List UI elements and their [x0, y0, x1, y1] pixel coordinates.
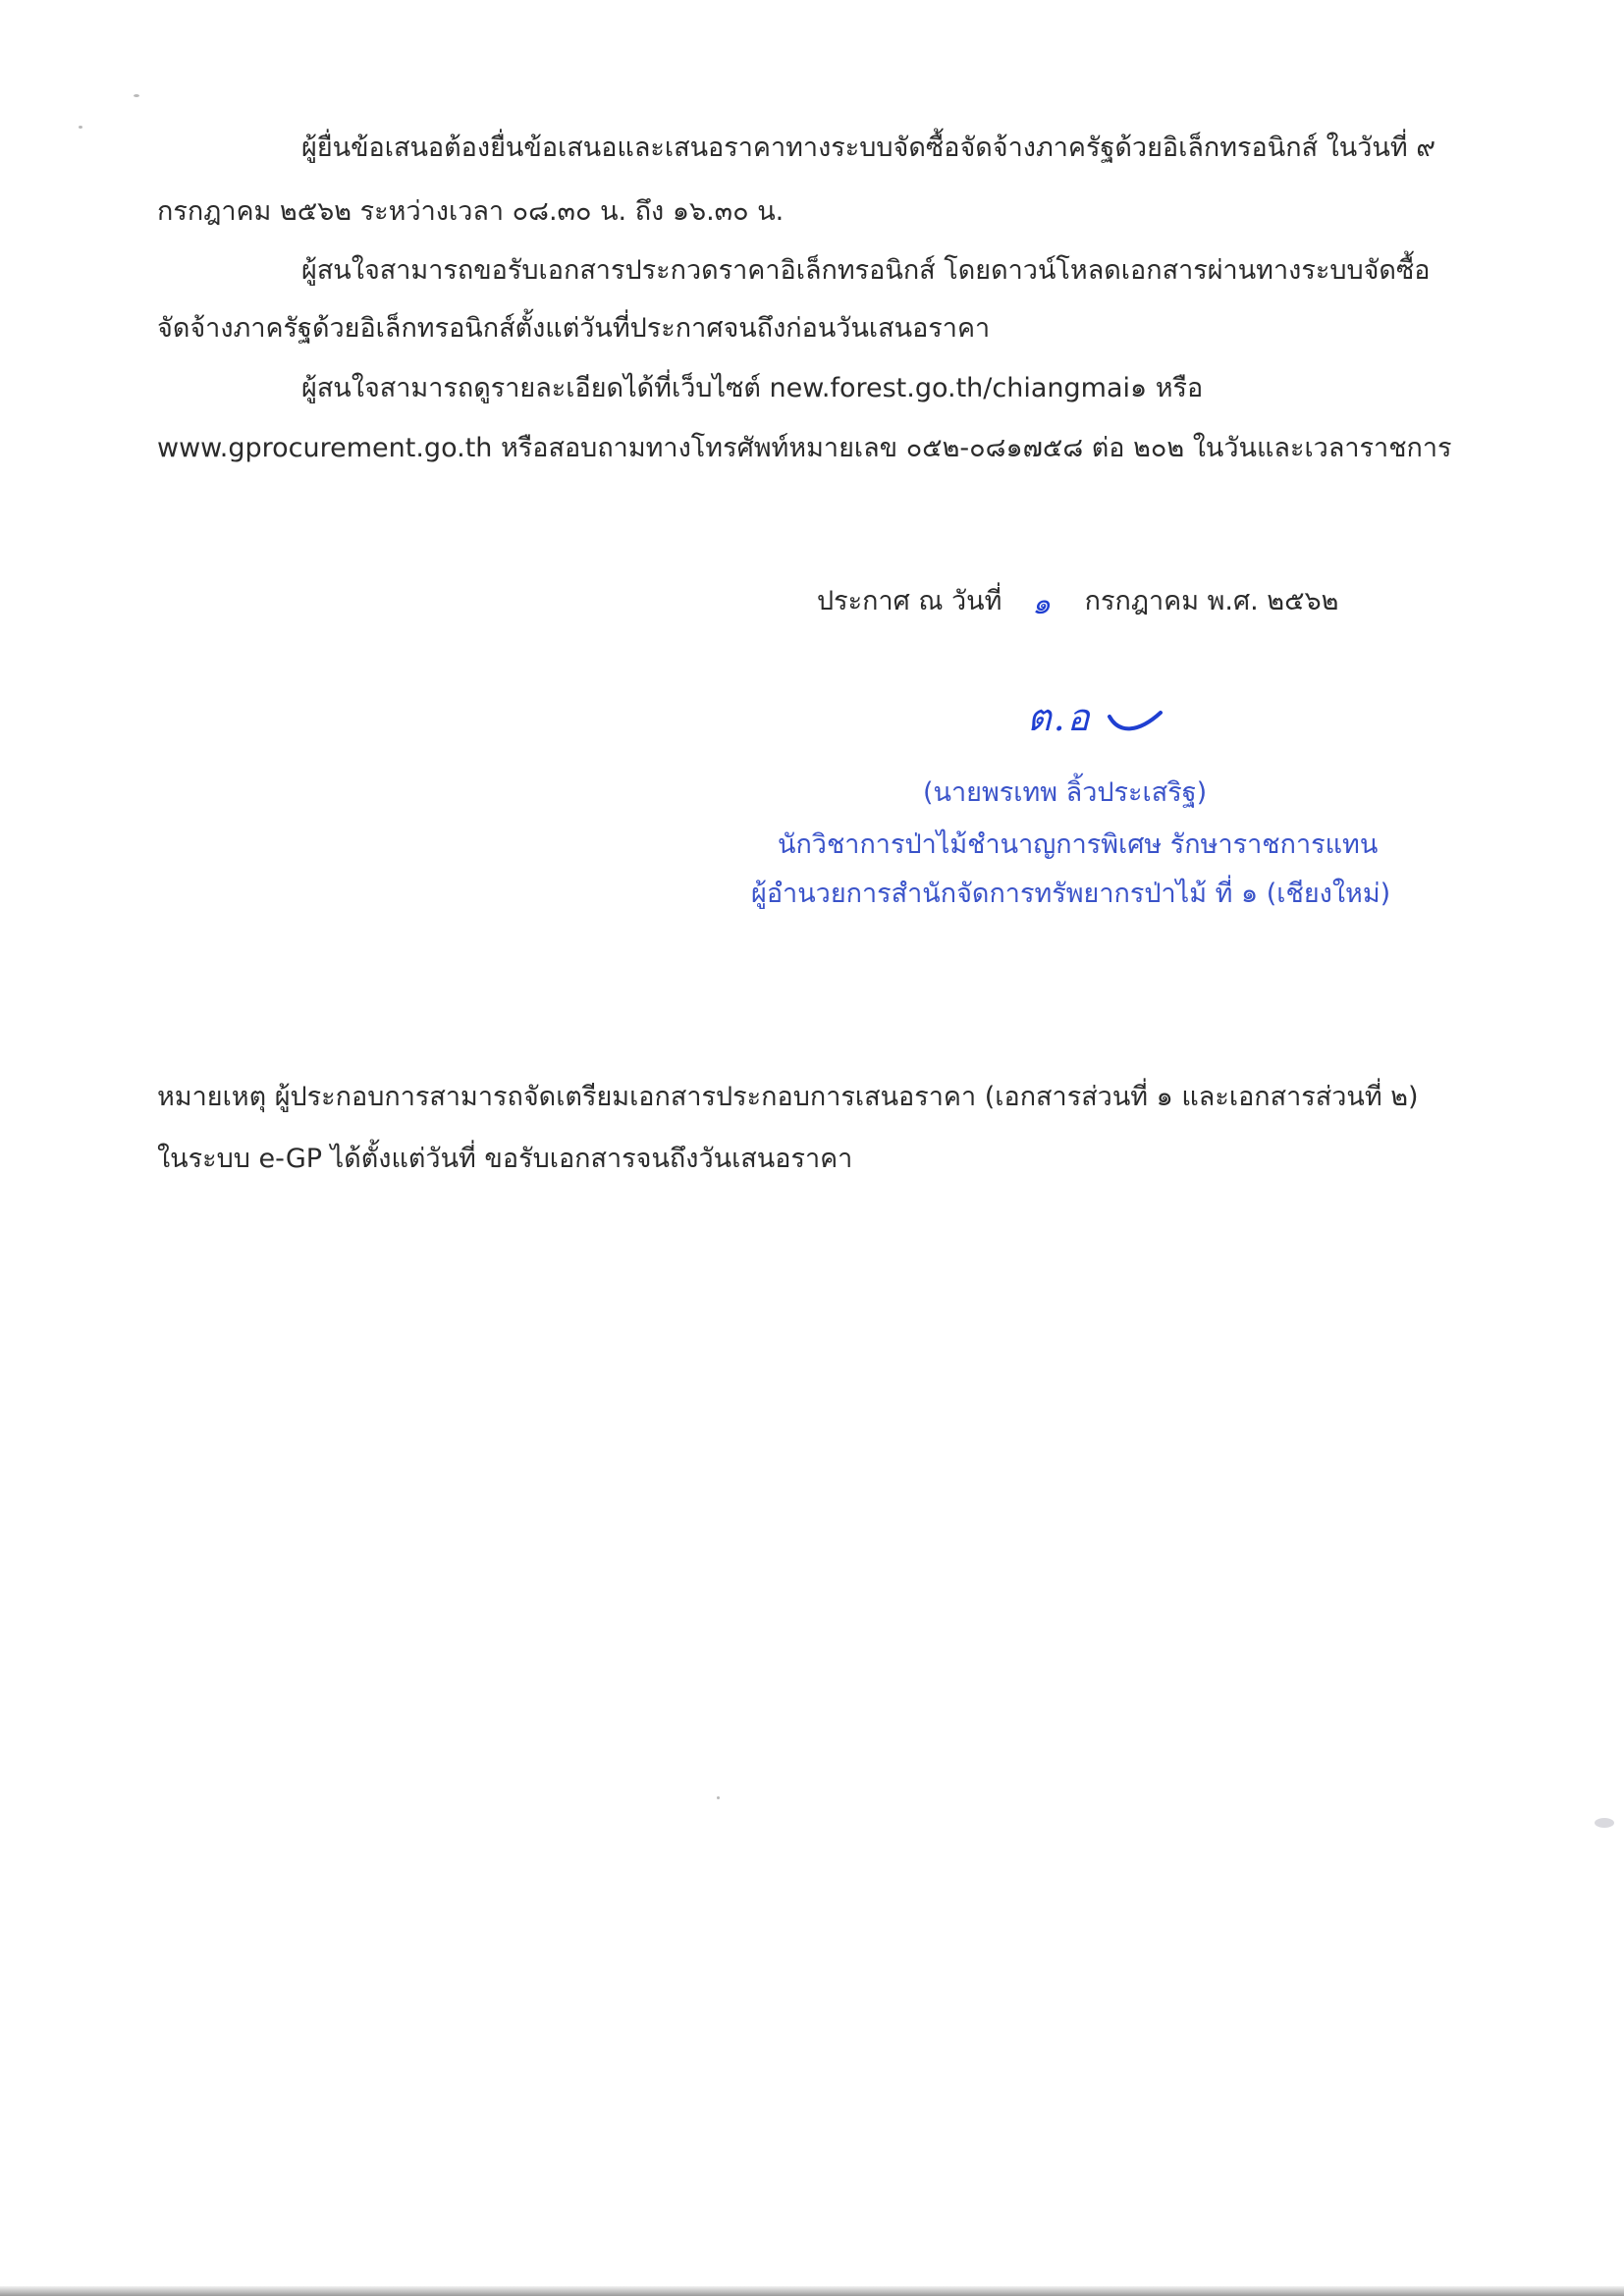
- paragraph-contact-line-1: ผู้สนใจสามารถดูรายละเอียดได้ที่เว็บไซต์ new.forest.go.th/chiangmai๑ หรือ: [301, 373, 1204, 403]
- announcement-prefix: ประกาศ ณ วันที่: [817, 586, 1002, 616]
- signatory-name: (นายพรเทพ ลิ้วประเสริฐ): [923, 777, 1208, 808]
- paragraph-submission-line-1: ผู้ยื่นข้อเสนอต้องยื่นข้อเสนอและเสนอราคาทางระบบจัดซื้อจัดจ้างภาครัฐด้วยอิเล็กทรอนิกส์ ในวันที่ ๙: [301, 133, 1436, 163]
- handwritten-day: ๑: [1032, 587, 1052, 621]
- scan-speck: [1595, 1818, 1614, 1828]
- paragraph-submission-line-2: กรกฎาคม ๒๕๖๒ ระหว่างเวลา ๐๘.๓๐ น. ถึง ๑๖.๓๐ น.: [157, 196, 785, 227]
- scan-speck: [134, 94, 139, 97]
- scan-speck: [717, 1796, 720, 1799]
- note-line-1: หมายเหตุ ผู้ประกอบการสามารถจัดเตรียมเอกสารประกอบการเสนอราคา (เอกสารส่วนที่ ๑ และเอกสารส่วนที่ ๒): [157, 1082, 1419, 1112]
- signature-flourish: [1106, 707, 1164, 736]
- announcement-month-year: กรกฎาคม พ.ศ. ๒๕๖๒: [1084, 586, 1339, 616]
- paragraph-download-line-1: ผู้สนใจสามารถขอรับเอกสารประกวดราคาอิเล็กทรอนิกส์ โดยดาวน์โหลดเอกสารผ่านทางระบบจัดซื้อ: [301, 255, 1431, 286]
- handwritten-signature: [1027, 687, 1164, 747]
- announcement-date: [817, 583, 1338, 619]
- signatory-position: นักวิชาการป่าไม้ชำนาญการพิเศษ รักษาราชการแทน: [778, 829, 1379, 860]
- scan-speck: [79, 126, 82, 129]
- paragraph-contact-line-2: www.gprocurement.go.th หรือสอบถามทางโทรศัพท์หมายเลข ๐๕๒-๐๘๑๗๕๘ ต่อ ๒๐๒ ในวันและเวลาราชการ: [157, 433, 1452, 463]
- note-line-2: ในระบบ e-GP ได้ตั้งแต่วันที่ ขอรับเอกสารจนถึงวันเสนอราคา: [157, 1144, 853, 1174]
- paragraph-download-line-2: จัดจ้างภาครัฐด้วยอิเล็กทรอนิกส์ตั้งแต่วันที่ประกาศจนถึงก่อนวันเสนอราคา: [157, 313, 991, 344]
- signature-mark: ต.อ: [1027, 696, 1092, 739]
- scan-bottom-edge: [0, 2286, 1624, 2296]
- signatory-office: ผู้อำนวยการสำนักจัดการทรัพยากรป่าไม้ ที่ ๑ (เชียงใหม่): [751, 879, 1391, 909]
